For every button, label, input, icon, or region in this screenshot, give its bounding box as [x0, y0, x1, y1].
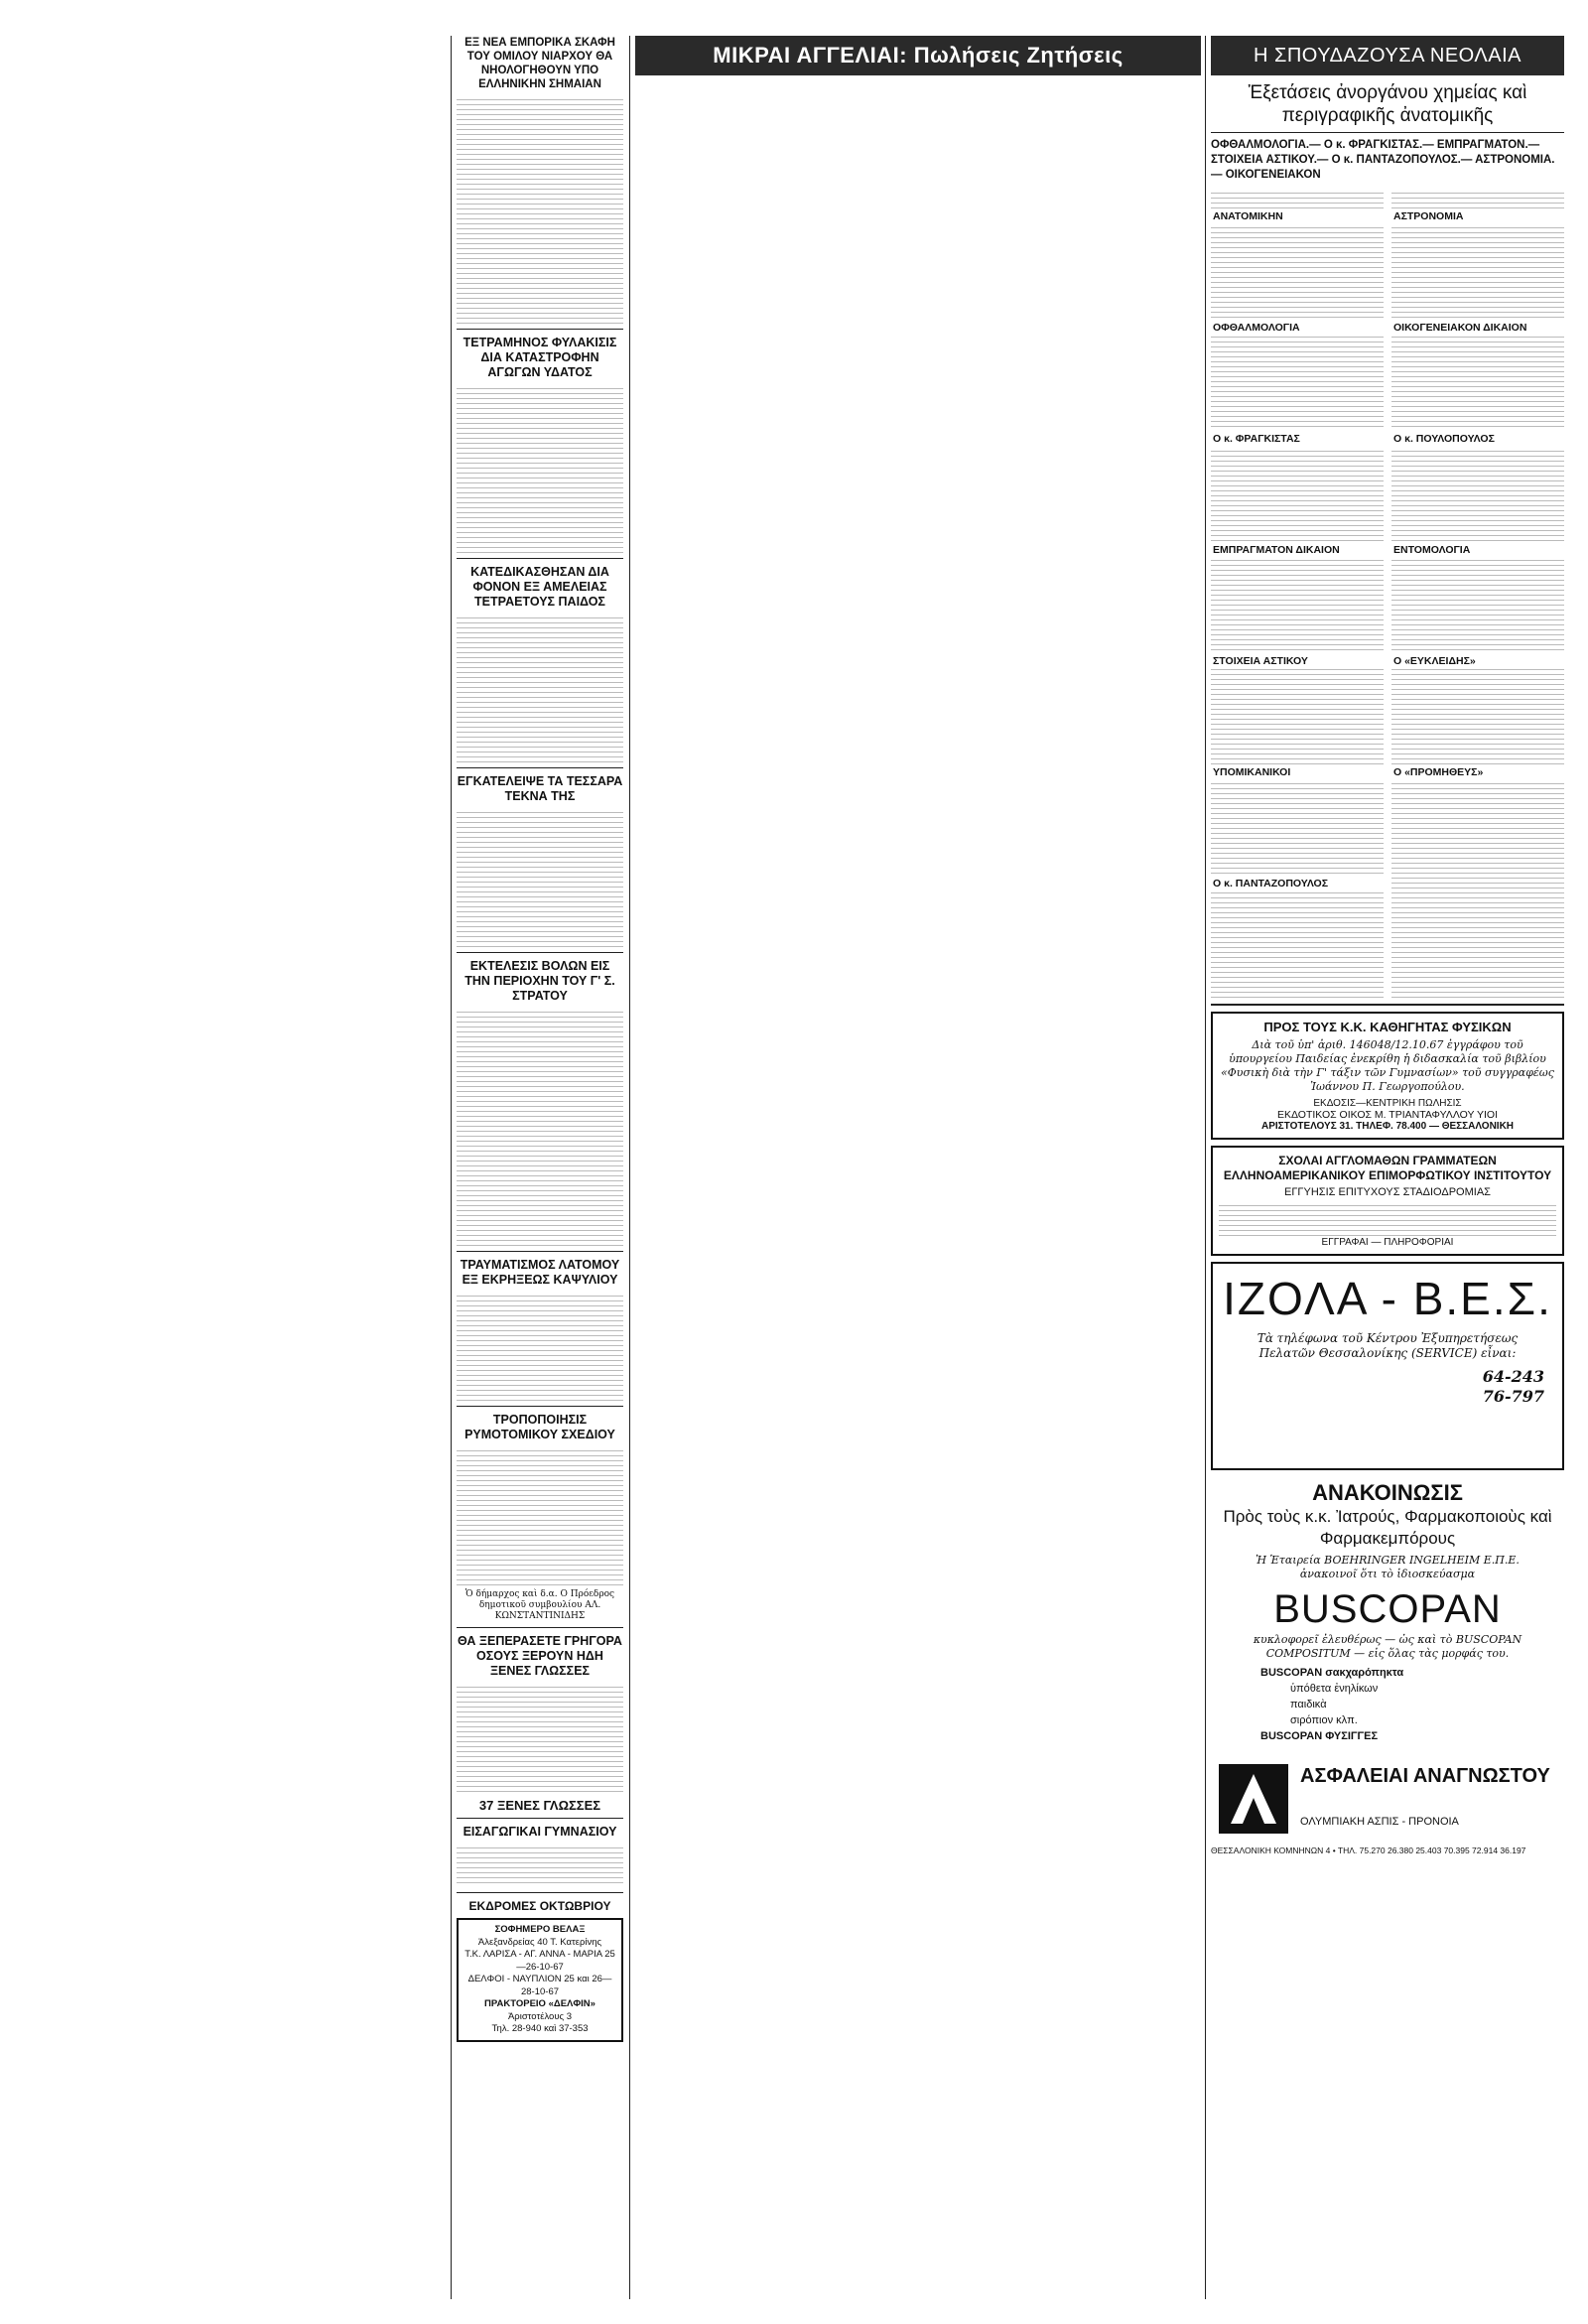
buscopan-body: κυκλοφορεῖ ἐλευθέρως — ὡς καὶ τὸ BUSCOPAN COMPOSITUM — εἰς ὅλας τὰς μορφάς του.	[1253, 1633, 1522, 1660]
insurance-name: ΑΣΦΑΛΕΙΑΙ ΑΝΑΓΝΩΣΤΟΥ	[1300, 1765, 1550, 1787]
physics-pub-2: ΕΚΔΟΤΙΚΟΣ ΟΙΚΟΣ Μ. ΤΡΙΑΝΤΑΦΥΛΛΟΥ ΥΙΟΙ	[1277, 1109, 1498, 1121]
school-ad	[1211, 1146, 1564, 1256]
physics-heading: ΠΡΟΣ ΤΟΥΣ Κ.Κ. ΚΑΘΗΓΗΤΑΣ ΦΥΣΙΚΩΝ	[1263, 1020, 1512, 1034]
section-heading: Ο κ. ΠΑΝΤΑΖΟΠΟΥΛΟΣ	[1211, 876, 1384, 891]
excursion-0: ΣΟΦΗΜΕΡΟ ΒΕΛΑΞ	[494, 1924, 586, 1935]
excursion-4: ΠΡΑΚΤΟΡΕΙΟ «ΔΕΛΦΙΝ»	[484, 1998, 596, 2009]
section-heading: ΣΤΟΙΧΕΙΑ ΑΣΤΙΚΟΥ	[1211, 653, 1384, 669]
languages-count: 37 ΞΕΝΕΣ ΓΛΩΣΣΕΣ	[478, 1798, 601, 1813]
excursion-3: ΔΕΛΦΟΙ - ΝΑΥΠΛΙΟΝ 25 και 26—28-10-67	[467, 1974, 612, 1997]
news-body-2	[457, 384, 623, 553]
izola-phone-2: 76-797	[1482, 1387, 1544, 1406]
section-heading: Ο κ. ΠΟΥΛΟΠΟΥΛΟΣ	[1391, 431, 1564, 447]
news-headline-7: ΤΡΟΠΟΠΟΙΗΣΙΣ ΡΥΜΟΤΟΜΙΚΟΥ ΣΧΕΔΙΟΥ	[464, 1413, 615, 1441]
news-headline-8: ΘΑ ΞΕΠΕΡΑΣΕΤΕ ΓΡΗΓΟΡΑ ΟΣΟΥΣ ΞΕΡΟΥΝ ΗΔΗ ΞΕΝΕΣ ΓΛΩΣΣΕΣ	[458, 1634, 622, 1678]
izola-phone-1: 64-243	[1482, 1367, 1544, 1386]
section-heading: ΟΦΘΑΛΜΟΛΟΓΙΑ	[1211, 320, 1384, 336]
news-headline-2: ΤΕΤΡΑΜΗΝΟΣ ΦΥΛΑΚΙΣΙΣ ΔΙΑ ΚΑΤΑΣΤΡΟΦΗΝ ΑΓΩΓΩΝ ΥΔΑΤΟΣ	[463, 336, 617, 379]
section-heading: ΟΙΚΟΓΕΝΕΙΑΚΟΝ ΔΙΚΑΙΟΝ	[1391, 320, 1564, 336]
insurance-address: ΘΕΣΣΑΛΟΝΙΚΗ ΚΟΜΝΗΝΩΝ 4 • ΤΗΛ. 75.270 26.380 25.403 70.395 72.914 36.197	[1211, 1846, 1526, 1855]
section-heading: ΕΝΤΟΜΟΛΟΓΙΑ	[1391, 542, 1564, 558]
physics-body: Διὰ τοῦ ὑπ' ἀριθ. 146048/12.10.67 ἐγγράφου τοῦ ὑπουργείου Παιδείας ἐνεκρίθη ἡ διδασκαλία τοῦ βιβλίου «Φυσικὴ διὰ τὴν Γ' τάξιν τῶν Γυμνασίων» τοῦ συγγραφέως Ἰωάννου Π. Γεωργοπούλου.	[1221, 1038, 1554, 1093]
section-heading: ΑΝΑΤΟΜΙΚΗΝ	[1211, 208, 1384, 224]
news-body-9	[457, 1844, 623, 1887]
physics-ad	[1211, 1012, 1564, 1140]
news-body-1	[457, 95, 623, 324]
school-heading: ΣΧΟΛΑΙ ΑΓΓΛΟΜΑΘΩΝ ΓΡΑΜΜΑΤΕΩΝ ΕΛΛΗΝΟΑΜΕΡΙΚΑΝΙΚΟΥ ΕΠΙΜΟΡΦΩΤΙΚΟΥ ΙΝΣΤΙΤΟΥΤΟΥ	[1223, 1154, 1552, 1182]
form-0: BUSCOPAN σακχαρόπηκτα	[1260, 1667, 1404, 1679]
news-headline-9: ΕΙΣΑΓΩΓΙΚΑΙ ΓΥΜΝΑΣΙΟΥ	[463, 1825, 617, 1839]
news-headline-3: ΚΑΤΕΔΙΚΑΣΘΗΣΑΝ ΔΙΑ ΦΟΝΟΝ ΕΞ ΑΜΕΛΕΙΑΣ ΤΕΤΡΑΕΤΟΥΣ ΠΑΙΔΟΣ	[470, 565, 609, 609]
insurance-logo-icon	[1219, 1764, 1288, 1834]
news-body-5	[457, 1008, 623, 1246]
izola-body: Τὰ τηλέφωνα τοῦ Κέντρου Ἐξυπηρετήσεως Πελατῶν Θεσσαλονίκης (SERVICE) εἶναι:	[1257, 1331, 1519, 1360]
news-body-8	[457, 1683, 623, 1792]
buscopan-logo: BUSCOPAN	[1273, 1587, 1502, 1631]
section-heading: ΕΜΠΡΑΓΜΑΤΟΝ ΔΙΚΑΙΟΝ	[1211, 542, 1384, 558]
column-students	[1211, 36, 1564, 1867]
news-headline-6: ΤΡΑΥΜΑΤΙΣΜΟΣ ΛΑΤΟΜΟΥ ΕΞ ΕΚΡΗΞΕΩΣ ΚΑΨΥΛΙΟΥ	[460, 1258, 620, 1287]
excursion-2: Τ.Κ. ΛΑΡΙΣΑ - ΑΓ. ΑΝΝΑ - ΜΑΡΙΑ 25—26-10-67	[464, 1949, 615, 1973]
excursion-1: Ἀλεξανδρείας 40 Τ. Κατερίνης	[477, 1936, 602, 1948]
news-signoff: Ὁ δήμαρχος καὶ δ.α. Ο Πρόεδρος δημοτικοῦ συμβουλίου ΑΛ. ΚΩΝΣΤΑΝΤΙΝΙΔΗΣ	[464, 1589, 615, 1621]
news-body-6	[457, 1292, 623, 1401]
students-banner	[1211, 36, 1564, 75]
news-body-4	[457, 808, 623, 947]
section-heading: Ο «ΕΥΚΛΕΙΔΗΣ»	[1391, 653, 1564, 669]
news-body-3	[457, 614, 623, 762]
form-1: ὑπόθετα ἐνηλίκων	[1290, 1683, 1379, 1695]
section-heading: Ο κ. ΦΡΑΓΚΙΣΤΑΣ	[1211, 431, 1384, 447]
announcement-heading: ΑΝΑΚΟΙΝΩΣΙΣ	[1312, 1480, 1463, 1505]
izola-ad	[1211, 1262, 1564, 1470]
insurance-subtitle: ΟΛΥΜΠΙΑΚΗ ΑΣΠΙΣ - ΠΡΟΝΟΙΑ	[1300, 1816, 1459, 1828]
students-title: Η ΣΠΟΥΔΑΖΟΥΣΑ ΝΕΟΛΑΙΑ	[1254, 45, 1522, 67]
column-classifieds	[635, 36, 1201, 75]
school-info: ΕΓΓΡΑΦΑΙ — ΠΛΗΡΟΦΟΡΙΑΙ	[1321, 1237, 1454, 1248]
physics-pub-3: ΑΡΙΣΤΟΤΕΛΟΥΣ 31. ΤΗΛΕΦ. 78.400 — ΘΕΣΣΑΛΟΝΙΚΗ	[1260, 1121, 1515, 1132]
section-heading: ΑΣΤΡΟΝΟΜΙΑ	[1391, 208, 1564, 224]
physics-pub-1: ΕΚΔΟΣΙΣ—ΚΕΝΤΡΙΚΗ ΠΩΛΗΣΙΣ	[1313, 1098, 1462, 1109]
izola-brand: ΙΖΟΛΑ - Β.Ε.Σ.	[1223, 1273, 1552, 1324]
students-headline: Ἐξετάσεις ἀνοργάνου χημείας καὶ περιγραφικῆς ἀνατομικῆς	[1248, 82, 1527, 126]
section-heading: Ο «ΠΡΟΜΗΘΕΥΣ»	[1391, 764, 1564, 780]
excursion-5: Ἀριστοτέλους 3	[507, 2010, 573, 2022]
column-news	[457, 36, 623, 2042]
classifieds-banner	[635, 36, 1201, 75]
excursion-6: Τηλ. 28-940 καὶ 37-353	[491, 2023, 589, 2034]
news-headline-4: ΕΓΚΑΤΕΛΕΙΨΕ ΤΑ ΤΕΣΣΑΡΑ ΤΕΚΝΑ ΤΗΣ	[457, 774, 623, 803]
students-body	[1211, 189, 1564, 998]
school-subheading: ΕΓΓΥΗΣΙΣ ΕΠΙΤΥΧΟΥΣ ΣΤΑΔΙΟΔΡΟΜΙΑΣ	[1284, 1186, 1491, 1198]
students-subhead: ΟΦΘΑΛΜΟΛΟΓΙΑ.— Ο κ. ΦΡΑΓΚΙΣΤΑΣ.— ΕΜΠΡΑΓΜΑΤΟΝ.— ΣΤΟΙΧΕΙΑ ΑΣΤΙΚΟΥ.— Ο κ. ΠΑΝΤΑΖΟΠΟΥΛΟΣ.— ΑΣΤΡΟΝΟΜΙΑ.— ΟΙΚΟΓΕΝΕΙΑΚΟΝ	[1211, 139, 1555, 181]
news-headline-10: ΕΚΔΡΟΜΕΣ ΟΚΤΩΒΡΙΟΥ	[468, 1899, 611, 1913]
announcement-to: Πρὸς τοὺς κ.κ. Ἰατρούς, Φαρμακοποιοὺς καὶ Φαρμακεμπόρους	[1223, 1507, 1552, 1548]
form-4: BUSCOPAN ΦΥΣΙΓΓΕΣ	[1260, 1730, 1379, 1742]
excursions-ad	[457, 1918, 623, 2042]
form-3: σιρόπιον κλπ.	[1290, 1714, 1358, 1726]
section-heading: ΥΠΟΜΙΚΑΝΙΚΟΙ	[1211, 764, 1384, 780]
news-headline-5: ΕΚΤΕΛΕΣΙΣ ΒΟΛΩΝ ΕΙΣ ΤΗΝ ΠΕΡΙΟΧΗΝ ΤΟΥ Γ' Σ. ΣΤΡΑΤΟΥ	[464, 959, 615, 1003]
announcement-body: Ἡ Ἑταιρεία BOEHRINGER INGELHEIM E.Π.Ε. ἀνακοινοῖ ὅτι τὸ ἰδιοσκεύασμα	[1256, 1554, 1520, 1580]
buscopan-ad	[1211, 1476, 1564, 1748]
news-body-7	[457, 1446, 623, 1585]
insurance-ad	[1211, 1758, 1564, 1867]
classifieds-title: ΜΙΚΡΑΙ ΑΓΓΕΛΙΑΙ: Πωλήσεις Ζητήσεις	[713, 43, 1124, 68]
form-2: παιδικὰ	[1290, 1699, 1327, 1710]
news-headline-1: ΕΞ ΝΕΑ ΕΜΠΟΡΙΚΑ ΣΚΑΦΗ ΤΟΥ ΟΜΙΛΟΥ ΝΙΑΡΧΟΥ ΘΑ ΝΗΟΛΟΓΗΘΟΥΝ ΥΠΟ ΕΛΛΗΝΙΚΗΝ ΣΗΜΑΙΑΝ	[464, 37, 615, 90]
